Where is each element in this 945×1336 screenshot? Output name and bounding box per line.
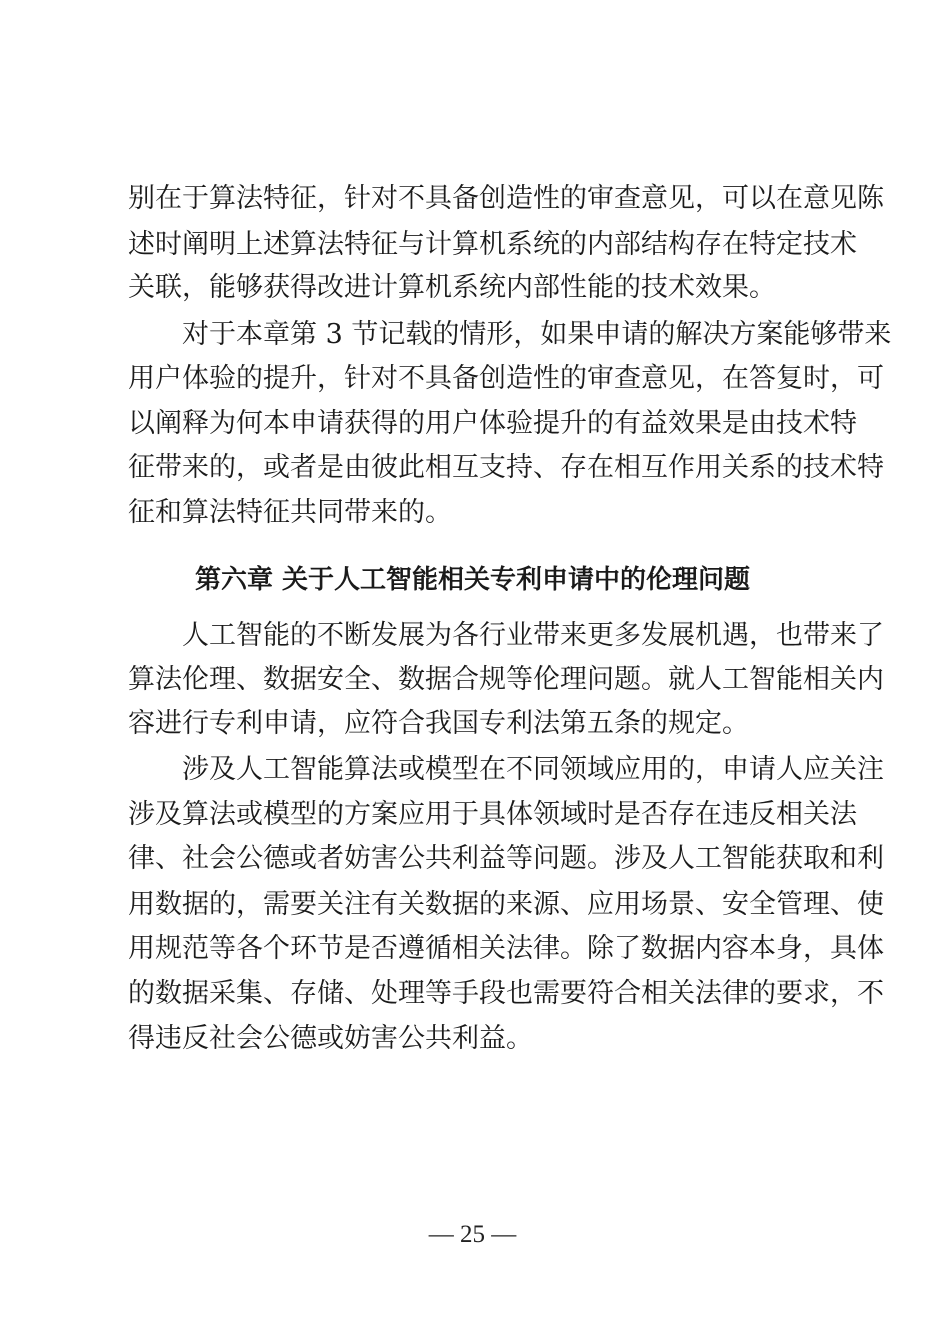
- text-line: 用户体验的提升，针对不具备创造性的审查意见，在答复时，可: [128, 363, 884, 394]
- text-line: 涉及算法或模型的方案应用于具体领域时是否存在违反相关法: [128, 799, 857, 830]
- page-number: — 25 —: [428, 1221, 517, 1248]
- text-line: 人工智能的不断发展为各行业带来更多发展机遇，也带来了: [182, 620, 884, 651]
- text-line: 算法伦理、数据安全、数据合规等伦理问题。就人工智能相关内: [128, 664, 884, 695]
- chapter-heading: 第六章 关于人工智能相关专利申请中的伦理问题: [194, 565, 751, 595]
- text-line: 涉及人工智能算法或模型在不同领域应用的，申请人应关注: [182, 754, 884, 785]
- text-line: 用规范等各个环节是否遵循相关法律。除了数据内容本身，具体: [128, 933, 884, 964]
- text-line: 的数据采集、存储、处理等手段也需要符合相关法律的要求，不: [128, 978, 884, 1009]
- text-line: 征和算法特征共同带来的。: [128, 497, 452, 528]
- text-line: 对于本章第 3 节记载的情形，如果申请的解决方案能够带来: [182, 319, 892, 350]
- text-line: 容进行专利申请，应符合我国专利法第五条的规定。: [128, 708, 749, 739]
- text-line: 关联，能够获得改进计算机系统内部性能的技术效果。: [128, 272, 776, 303]
- text-line: 以阐释为何本申请获得的用户体验提升的有益效果是由技术特: [128, 408, 857, 439]
- text-line: 得违反社会公德或妨害公共利益。: [128, 1023, 533, 1054]
- text-line: 述时阐明上述算法特征与计算机系统的内部结构存在特定技术: [128, 229, 857, 260]
- text-line: 征带来的，或者是由彼此相互支持、存在相互作用关系的技术特: [128, 452, 884, 483]
- text-line: 用数据的，需要关注有关数据的来源、应用场景、安全管理、使: [128, 889, 884, 920]
- text-line: 别在于算法特征，针对不具备创造性的审查意见，可以在意见陈: [128, 183, 884, 214]
- text-line: 律、社会公德或者妨害公共利益等问题。涉及人工智能获取和利: [128, 843, 884, 874]
